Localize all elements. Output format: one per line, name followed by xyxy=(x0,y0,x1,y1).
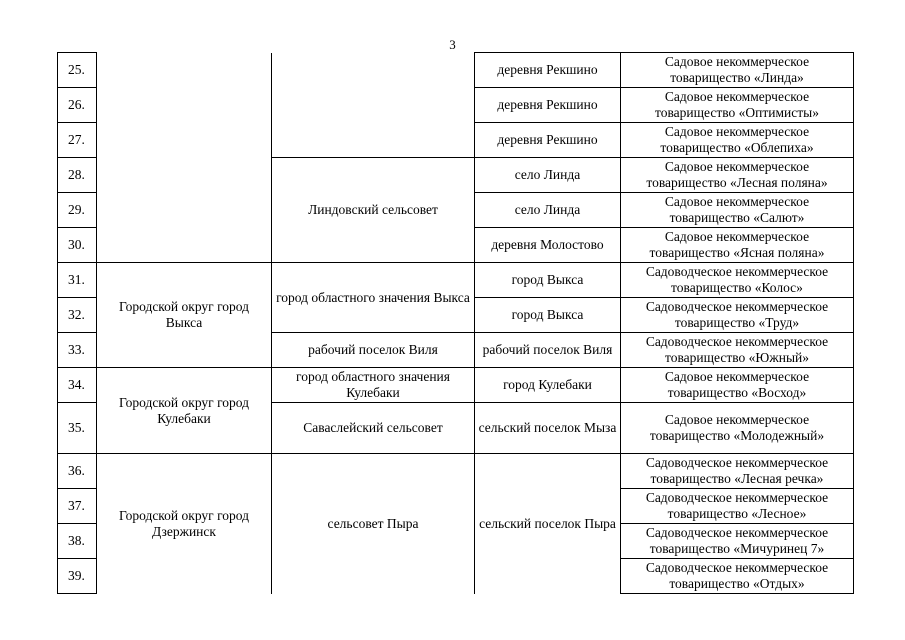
row-number: 37. xyxy=(58,489,97,524)
row-number: 35. xyxy=(58,403,97,454)
page-number: 3 xyxy=(449,37,456,52)
village-cell: рабочий поселок Виля xyxy=(475,333,621,368)
municipality-cell: город областного значения Кулебаки xyxy=(272,368,475,403)
row-number: 25. xyxy=(58,53,97,88)
district-cell: Городской округ город Выкса xyxy=(97,263,272,368)
organization-cell: Садоводческое некоммерческое товарищество «Лесная речка» xyxy=(621,454,854,489)
municipality-cell: Линдовский сельсовет xyxy=(272,158,475,263)
village-cell: село Линда xyxy=(475,158,621,193)
organization-cell: Садоводческое некоммерческое товарищество «Труд» xyxy=(621,298,854,333)
village-cell: деревня Рекшино xyxy=(475,53,621,88)
municipality-cell: сельсовет Пыра xyxy=(272,454,475,594)
settlements-table xyxy=(57,52,854,594)
organization-cell: Садоводческое некоммерческое товарищество «Мичуринец 7» xyxy=(621,524,854,559)
row-number: 31. xyxy=(58,263,97,298)
organization-cell: Садовое некоммерческое товарищество «Восход» xyxy=(621,368,854,403)
row-number: 33. xyxy=(58,333,97,368)
organization-cell: Садовое некоммерческое товарищество «Облепиха» xyxy=(621,123,854,158)
row-number: 28. xyxy=(58,158,97,193)
district-cell-empty xyxy=(97,53,272,263)
row-number: 34. xyxy=(58,368,97,403)
table-row xyxy=(58,53,854,88)
row-number: 29. xyxy=(58,193,97,228)
organization-cell: Садовое некоммерческое товарищество «Ясная поляна» xyxy=(621,228,854,263)
row-number: 27. xyxy=(58,123,97,158)
row-number: 38. xyxy=(58,524,97,559)
table-row xyxy=(58,368,854,403)
organization-cell: Садоводческое некоммерческое товарищество «Лесное» xyxy=(621,489,854,524)
municipality-cell-empty xyxy=(272,53,475,158)
row-number: 39. xyxy=(58,559,97,594)
row-number: 30. xyxy=(58,228,97,263)
organization-cell: Садовое некоммерческое товарищество «Линда» xyxy=(621,53,854,88)
village-cell: город Кулебаки xyxy=(475,368,621,403)
village-cell: деревня Рекшино xyxy=(475,123,621,158)
row-number: 26. xyxy=(58,88,97,123)
village-cell: сельский поселок Мыза xyxy=(475,403,621,454)
village-cell: город Выкса xyxy=(475,263,621,298)
municipality-cell: город областного значения Выкса xyxy=(272,263,475,333)
district-cell: Городской округ город Дзержинск xyxy=(97,454,272,594)
village-cell: город Выкса xyxy=(475,298,621,333)
row-number: 36. xyxy=(58,454,97,489)
organization-cell: Садовое некоммерческое товарищество «Лесная поляна» xyxy=(621,158,854,193)
district-cell: Городской округ город Кулебаки xyxy=(97,368,272,454)
organization-cell: Садоводческое некоммерческое товарищество «Южный» xyxy=(621,333,854,368)
table-row xyxy=(58,454,854,489)
organization-cell: Садовое некоммерческое товарищество «Оптимисты» xyxy=(621,88,854,123)
organization-cell: Садоводческое некоммерческое товарищество «Колос» xyxy=(621,263,854,298)
village-cell: сельский поселок Пыра xyxy=(475,454,621,594)
table-row xyxy=(58,263,854,298)
row-number: 32. xyxy=(58,298,97,333)
municipality-cell: Саваслейский сельсовет xyxy=(272,403,475,454)
village-cell: деревня Рекшино xyxy=(475,88,621,123)
village-cell: деревня Молостово xyxy=(475,228,621,263)
municipality-cell: рабочий поселок Виля xyxy=(272,333,475,368)
village-cell: село Линда xyxy=(475,193,621,228)
organization-cell: Садоводческое некоммерческое товарищество «Отдых» xyxy=(621,559,854,594)
organization-cell: Садовое некоммерческое товарищество «Салют» xyxy=(621,193,854,228)
organization-cell: Садовое некоммерческое товарищество «Молодежный» xyxy=(621,403,854,454)
